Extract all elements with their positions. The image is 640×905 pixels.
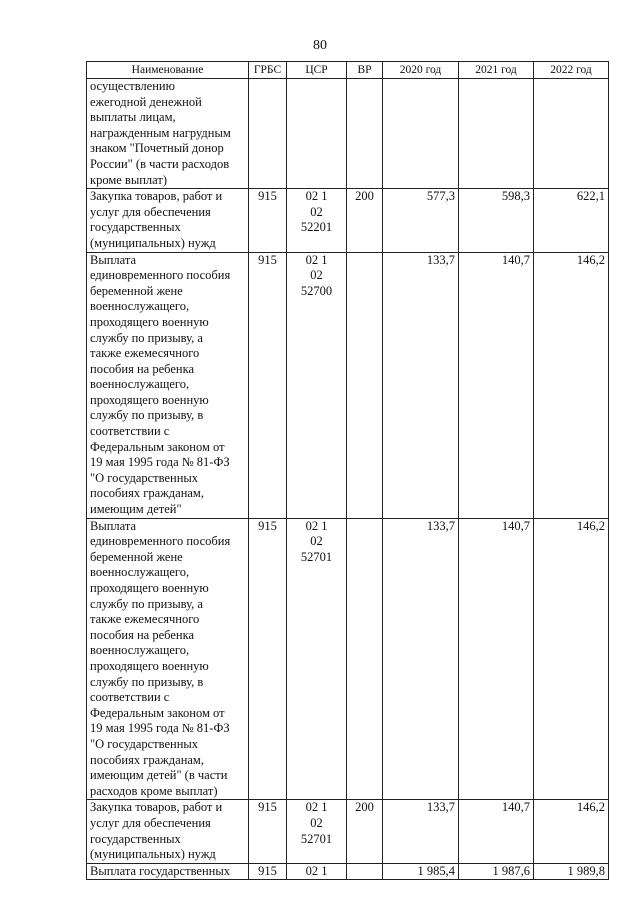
- csr-line: 52701: [300, 831, 333, 846]
- name-line: ежегодной денежной: [90, 94, 202, 109]
- cell-name: [87, 79, 249, 189]
- name-line: Федеральным законом от: [90, 705, 225, 720]
- cell-name: [87, 518, 249, 800]
- name-line: государственных: [90, 220, 181, 235]
- name-line: единовременного пособия: [90, 268, 231, 283]
- header-2021: 2021 год: [459, 62, 534, 79]
- name-line: 19 мая 1995 года № 81-ФЗ: [90, 455, 230, 470]
- cell-name: [87, 863, 249, 880]
- name-line: услуг для обеспечения: [90, 204, 211, 219]
- name-line: проходящего военную: [90, 658, 209, 673]
- name-line: проходящего военную: [90, 314, 209, 329]
- cell-2022: 146,2: [534, 518, 609, 800]
- name-line: (муниципальных) нужд: [90, 235, 216, 250]
- cell-2020: 1 985,4: [383, 863, 459, 880]
- name-line: пособия на ребенка: [90, 361, 194, 376]
- cell-vr: [347, 252, 383, 518]
- cell-2021: 140,7: [459, 518, 534, 800]
- table-row: [87, 79, 609, 189]
- name-line: (муниципальных) нужд: [90, 847, 216, 862]
- cell-2020: 133,7: [383, 800, 459, 863]
- cell-2020: [383, 79, 459, 189]
- cell-2021: [459, 79, 534, 189]
- table-row: [87, 518, 609, 800]
- csr-line: 02 1: [305, 800, 328, 815]
- header-csr: ЦСР: [287, 62, 347, 79]
- name-line: выплаты лицам,: [90, 110, 176, 125]
- name-line: службу по призыву, в: [90, 674, 204, 689]
- cell-2022: 1 989,8: [534, 863, 609, 880]
- cell-2022: 146,2: [534, 800, 609, 863]
- name-line: службу по призыву, а: [90, 330, 203, 345]
- name-line: беременной жене: [90, 283, 183, 298]
- header-vr: ВР: [347, 62, 383, 79]
- name-line: военнослужащего,: [90, 643, 190, 658]
- name-line: "О государственных: [90, 470, 199, 485]
- name-line: Выплата: [90, 252, 137, 267]
- cell-grbs: 915: [249, 189, 287, 252]
- name-line: проходящего военную: [90, 392, 209, 407]
- table-row: [87, 800, 609, 863]
- name-line: проходящего военную: [90, 581, 209, 595]
- csr-line: 02 1: [305, 252, 328, 267]
- name-line: пособиях гражданам,: [90, 486, 204, 501]
- header-name: Наименование: [87, 62, 249, 79]
- cell-grbs: 915: [249, 518, 287, 800]
- csr-line: 02: [310, 204, 323, 219]
- csr-line: 02: [310, 534, 323, 549]
- csr-line: 52701: [300, 549, 333, 564]
- table-row: [87, 252, 609, 518]
- header-2022: 2022 год: [534, 62, 609, 79]
- name-line: Федеральным законом от: [90, 439, 225, 454]
- cell-2022: [534, 79, 609, 189]
- cell-name: [87, 189, 249, 252]
- cell-csr: [287, 518, 347, 800]
- cell-2021: 140,7: [459, 800, 534, 863]
- name-line: службу по призыву, а: [90, 596, 203, 611]
- header-grbs: ГРБС: [249, 62, 287, 79]
- cell-csr: [287, 79, 347, 189]
- cell-grbs: [249, 79, 287, 189]
- cell-vr: 200: [347, 189, 383, 252]
- name-line: знаком "Почетный донор: [90, 141, 224, 156]
- name-line: службу по призыву, в: [90, 408, 204, 423]
- header-2020: 2020 год: [383, 62, 459, 79]
- csr-line: 02: [310, 815, 323, 830]
- name-line: имеющим детей" (в части: [90, 768, 228, 783]
- cell-vr: [347, 518, 383, 800]
- name-line: награжденным нагрудным: [90, 125, 231, 140]
- cell-2021: 140,7: [459, 252, 534, 518]
- name-line: Закупка товаров, работ и: [90, 800, 223, 815]
- page-number: 80: [313, 38, 327, 53]
- name-line: беременной жене: [90, 549, 183, 564]
- table-header-row: [87, 62, 609, 79]
- name-line: также ежемесячного: [90, 346, 200, 361]
- name-line: военнослужащего,: [90, 299, 190, 314]
- cell-csr: [287, 252, 347, 518]
- cell-vr: [347, 863, 383, 880]
- cell-2020: 133,7: [383, 518, 459, 800]
- name-line: военнослужащего,: [90, 565, 190, 580]
- cell-2020: 133,7: [383, 252, 459, 518]
- cell-2021: 598,3: [459, 189, 534, 252]
- name-line: Выплата государственных: [90, 863, 230, 878]
- csr-line: 02: [310, 268, 323, 283]
- cell-csr: [287, 863, 347, 880]
- cell-name: [87, 800, 249, 863]
- name-line: государственных: [90, 831, 181, 846]
- name-line: услуг для обеспечения: [90, 815, 211, 830]
- cell-grbs: 915: [249, 863, 287, 880]
- table-body: [87, 79, 609, 880]
- name-line: также ежемесячного: [90, 612, 200, 627]
- name-line: соответствии с: [90, 424, 170, 439]
- cell-vr: [347, 79, 383, 189]
- name-line: военнослужащего,: [90, 377, 190, 392]
- cell-vr: 200: [347, 800, 383, 863]
- cell-name: [87, 252, 249, 518]
- cell-2020: 577,3: [383, 189, 459, 252]
- csr-line: 02 1: [305, 189, 328, 204]
- name-line: расходов кроме выплат): [90, 783, 218, 798]
- name-line: имеющим детей": [90, 502, 182, 517]
- name-line: Закупка товаров, работ и: [90, 189, 223, 204]
- table-row: [87, 863, 609, 880]
- name-line: единовременного пособия: [90, 534, 231, 549]
- name-line: пособия на ребенка: [90, 627, 194, 642]
- name-line: 19 мая 1995 года № 81-ФЗ: [90, 721, 230, 736]
- cell-grbs: 915: [249, 252, 287, 518]
- name-line: "О государственных: [90, 736, 199, 751]
- budget-table: [86, 61, 609, 880]
- table-row: [87, 189, 609, 252]
- name-line: пособиях гражданам,: [90, 752, 204, 767]
- name-line: Выплата: [90, 518, 137, 533]
- csr-line: 02 1: [305, 863, 328, 878]
- csr-line: 52201: [300, 220, 333, 235]
- name-line: осуществлению: [90, 79, 175, 93]
- cell-2022: 146,2: [534, 252, 609, 518]
- csr-line: 52700: [300, 283, 333, 298]
- cell-csr: [287, 189, 347, 252]
- name-line: кроме выплат): [90, 172, 167, 187]
- cell-2022: 622,1: [534, 189, 609, 252]
- name-line: России" (в части расходов: [90, 156, 230, 171]
- name-line: соответствии с: [90, 690, 170, 705]
- cell-grbs: 915: [249, 800, 287, 863]
- cell-2021: 1 987,6: [459, 863, 534, 880]
- cell-csr: [287, 800, 347, 863]
- csr-line: 02 1: [305, 518, 328, 533]
